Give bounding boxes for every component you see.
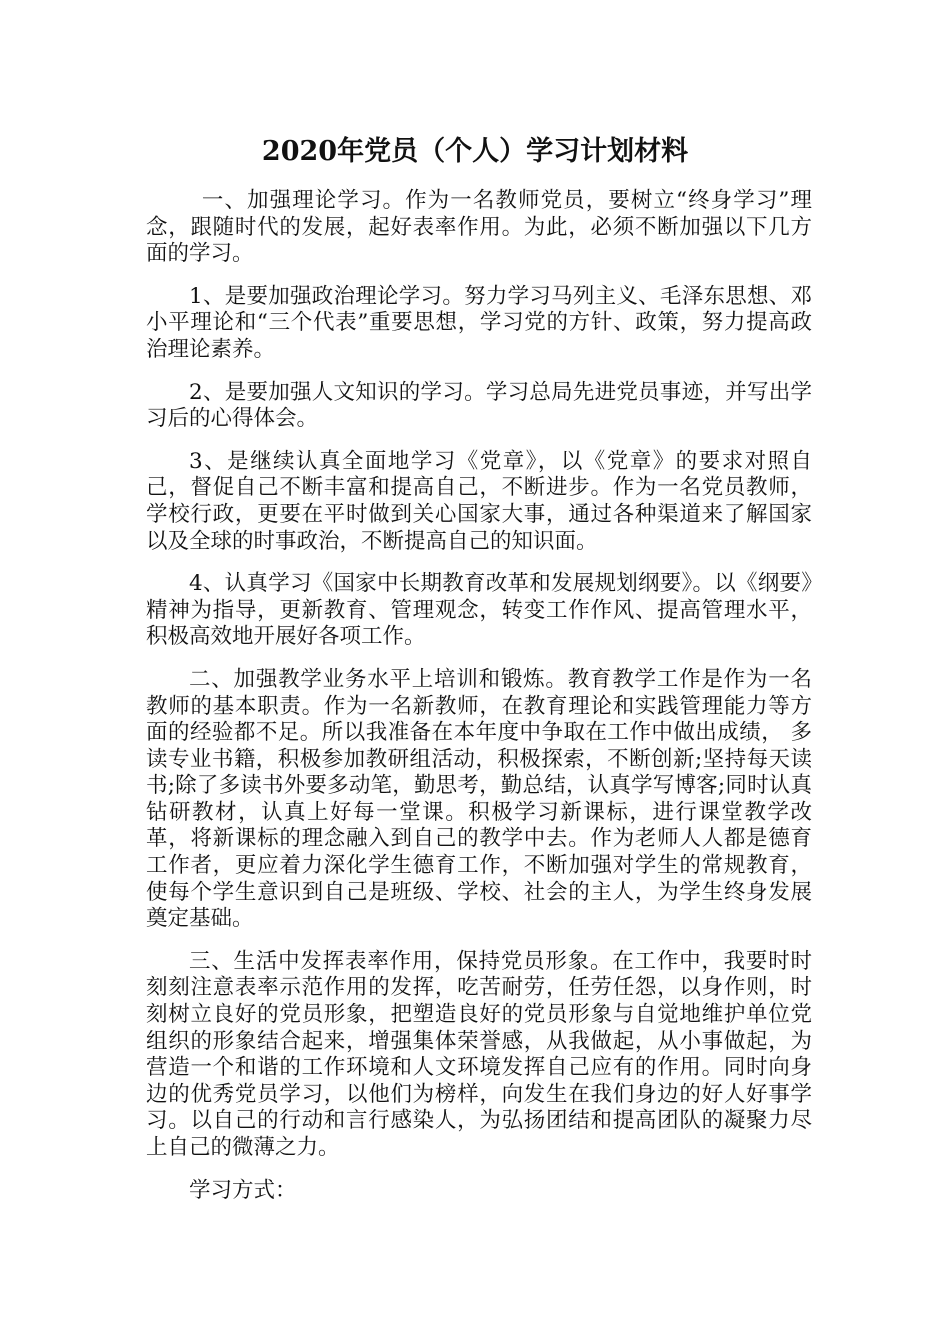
paragraph-education-outline: 4、认真学习《国家中长期教育改革和发展规划纲要》。以《纲要》精神为指导，更新教育、管理观念，转变工作作风、提高管理水平，积极高效地开展好各项工作。	[146, 571, 812, 650]
paragraph-theory-study: 一、加强理论学习。作为一名教师党员，要树立“终身学习”理念，跟随时代的发展，起好表率作用。为此，必须不断加强以下几方面的学习。	[146, 188, 812, 267]
paragraph-party-constitution: 3、是继续认真全面地学习《党章》，以《党章》的要求对照自己，督促自己不断丰富和提高自己，不断进步。作为一名党员教师，学校行政，更要在平时做到关心国家大事，通过各种渠道来了解国家以及全球的时事政治，不断提高自己的知识面。	[146, 448, 812, 554]
document-title: 2020年党员（个人）学习计划材料	[261, 136, 689, 167]
document-body	[146, 188, 812, 1220]
paragraph-teaching-training: 二、加强教学业务水平上培训和锻炼。教育教学工作是作为一名教师的基本职责。作为一名新教师，在教育理论和实践管理能力等方面的经验都不足。所以我准备在本年度中争取在工作中做出成绩， 多读专业书籍，积极参加教研组活动，积极探索，不断创新;坚持每天读书;除了多读书外要多动笔，勤思考，勤总结，认真学写博客;同时认真钻研教材，认真上好每一堂课。积极学习新课标，进行课堂教学改革，将新课标的理念融入到自己的教学中去。作为老师人人都是德育工作者，更应着力深化学生德育工作，不断加强对学生的常规教育，使每个学生意识到自己是班级、学校、社会的主人，为学生终身发展奠定基础。	[146, 666, 812, 932]
paragraph-study-methods: 学习方式：	[189, 1177, 297, 1203]
paragraph-role-model: 三、生活中发挥表率作用，保持党员形象。在工作中，我要时时刻刻注意表率示范作用的发挥，吃苦耐劳，任劳任怨，以身作则，时刻树立良好的党员形象，把塑造良好的党员形象与自觉地维护单位党组织的形象结合起来，增强集体荣誉感，从我做起，从小事做起，为营造一个和谐的工作环境和人文环境发挥自己应有的作用。同时向身边的优秀党员学习，以他们为榜样，向发生在我们身边的好人好事学习。以自己的行动和言行感染人，为弘扬团结和提高团队的凝聚力尽上自己的微薄之力。	[146, 948, 812, 1160]
paragraph-political-theory: 1、是要加强政治理论学习。努力学习马列主义、毛泽东思想、邓小平理论和“三个代表”重要思想，学习党的方针、政策，努力提高政治理论素养。	[146, 283, 812, 362]
paragraph-humanities: 2、是要加强人文知识的学习。学习总局先进党员事迹，并写出学习后的心得体会。	[146, 379, 812, 432]
